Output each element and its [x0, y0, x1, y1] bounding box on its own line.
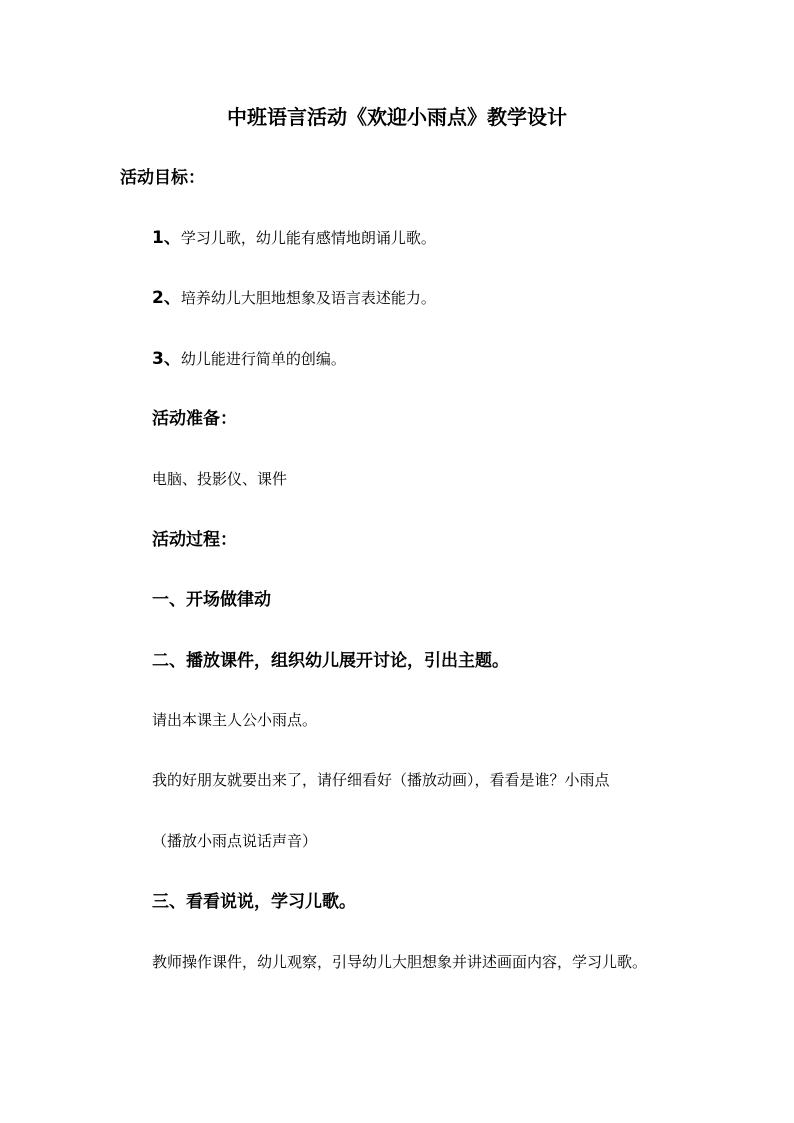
step-2-heading: 二、播放课件，组织幼儿展开讨论，引出主题。 — [152, 651, 509, 671]
goal-text: 培养幼儿大胆地想象及语言表述能力。 — [180, 289, 436, 307]
step-2-paragraph-1: 请出本课主人公小雨点。 — [152, 711, 318, 729]
prep-text: 电脑、投影仪、课件 — [152, 470, 288, 488]
goal-text: 学习儿歌，幼儿能有感情地朗诵儿歌。 — [180, 229, 436, 247]
goal-item-3 — [152, 351, 346, 368]
prep-heading: 活动准备： — [152, 409, 237, 429]
goal-text: 幼儿能进行简单的创编。 — [180, 350, 346, 368]
step-1-heading: 一、开场做律动 — [152, 590, 271, 610]
goal-number: 1、 — [152, 228, 181, 248]
step-2-paragraph-2: 我的好朋友就要出来了，请仔细看好（播放动画），看看是谁？小雨点 — [152, 771, 610, 789]
process-heading: 活动过程： — [152, 530, 237, 550]
goal-number: 2、 — [152, 288, 181, 308]
goal-item-1 — [152, 230, 436, 247]
document-title: 中班语言活动《欢迎小雨点》教学设计 — [227, 105, 567, 129]
step-3-heading: 三、看看说说，学习儿歌。 — [152, 892, 356, 912]
step-2-paragraph-3: （播放小雨点说话声音） — [152, 832, 318, 850]
step-3-paragraph-1: 教师操作课件，幼儿观察，引导幼儿大胆想象并讲述画面内容，学习儿歌。 — [152, 953, 648, 971]
goals-heading: 活动目标： — [120, 168, 205, 188]
goal-item-2 — [152, 290, 436, 307]
goal-number: 3、 — [152, 349, 181, 369]
